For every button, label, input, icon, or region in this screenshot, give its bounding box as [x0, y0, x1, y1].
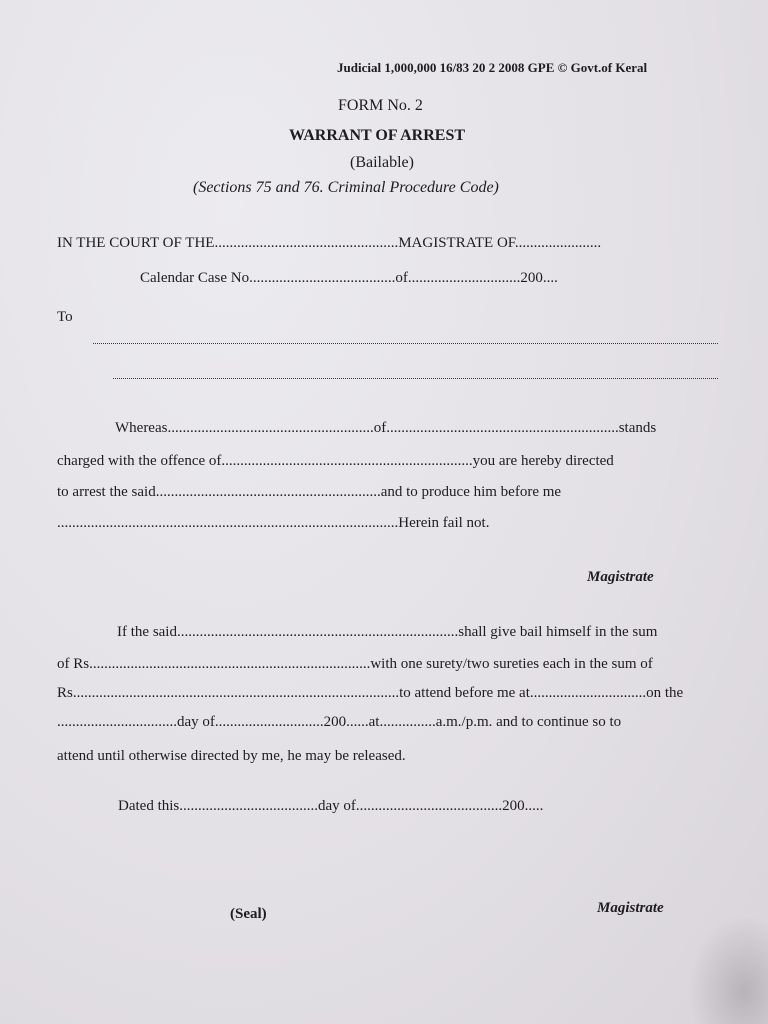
- arrest-line: to arrest the said............................................................and to produce him before me: [57, 484, 562, 500]
- seal-label: (Seal): [230, 906, 267, 922]
- court-line: IN THE COURT OF THE.................................................MAGISTRATE OF.......................: [57, 235, 602, 251]
- to-label: To: [57, 309, 73, 325]
- bail-line-4: ................................day of.............................200......at...............a.m./p.m. and to continue so to: [57, 714, 622, 730]
- form-subtitle: (Bailable): [350, 154, 414, 171]
- bail-line-1: If the said...........................................................................shall give bail himself in the sum: [117, 624, 658, 640]
- sections-reference: (Sections 75 and 76. Criminal Procedure Code): [193, 179, 499, 196]
- form-title: WARRANT OF ARREST: [289, 127, 466, 144]
- magistrate-signature-2: Magistrate: [597, 900, 664, 916]
- form-number: FORM No. 2: [338, 97, 423, 114]
- bail-line-3: Rs.......................................................................................to attend before me at...............................on the: [57, 685, 684, 701]
- dated-line: Dated this.....................................day of.......................................200.....: [118, 798, 544, 814]
- addressee-line-1: [93, 343, 718, 344]
- bail-line-5: attend until otherwise directed by me, he may be released.: [57, 748, 406, 764]
- paper-smudge: [688, 914, 768, 1024]
- bail-line-2: of Rs...........................................................................with one surety/two sureties each in the sum of: [57, 656, 653, 672]
- offence-line: charged with the offence of...................................................................you are hereby directed: [57, 453, 614, 469]
- print-info: Judicial 1,000,000 16/83 20 2 2008 GPE © Govt.of Keral: [337, 60, 648, 75]
- whereas-line: Whereas.......................................................of..............................................................stands: [115, 420, 657, 436]
- addressee-line-2: [113, 378, 718, 379]
- magistrate-signature-1: Magistrate: [587, 569, 654, 585]
- fail-not-line: ...........................................................................................Herein fail not.: [57, 515, 490, 531]
- calendar-case-line: Calendar Case No.......................................of..............................200....: [140, 270, 558, 286]
